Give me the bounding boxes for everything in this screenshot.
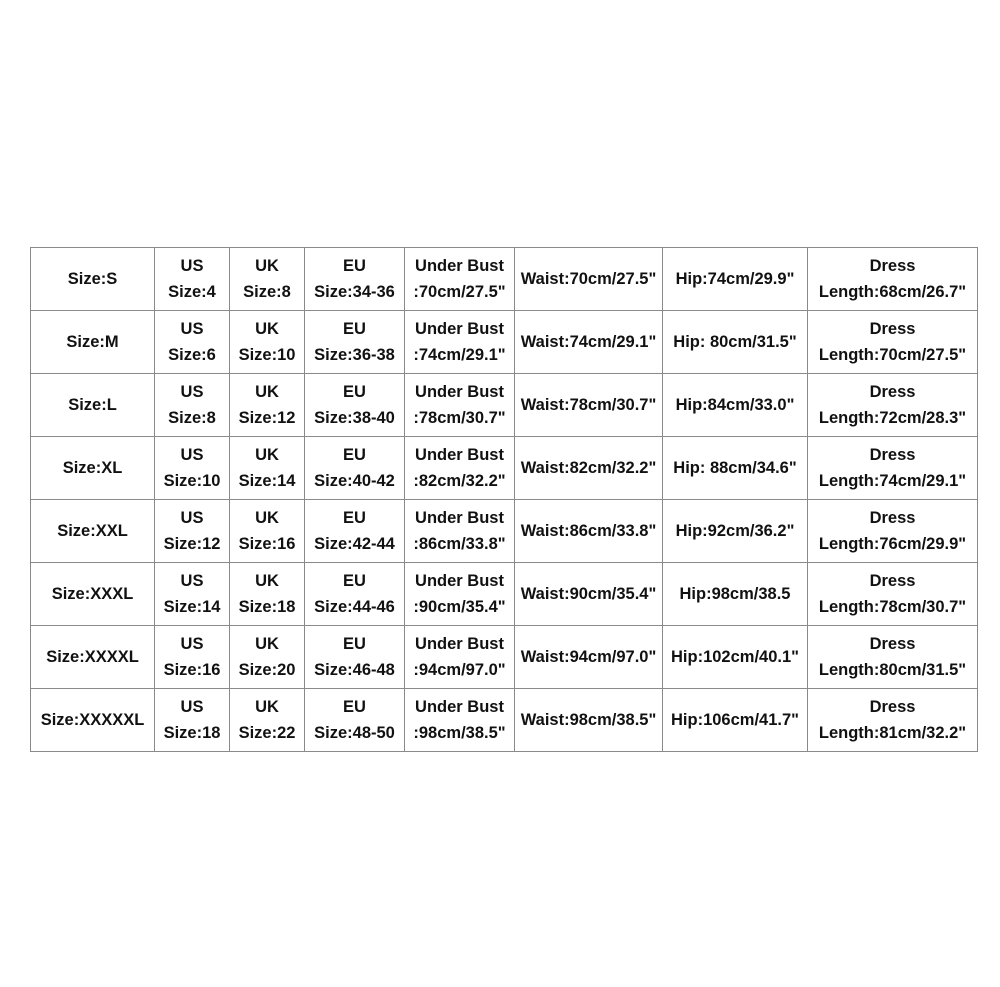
under-bust-cell	[405, 626, 515, 689]
dress-length-cell-line-1: Dress	[869, 572, 916, 590]
dress-length-cell	[808, 500, 978, 563]
size-cell: Size:XXXXXL	[31, 689, 155, 752]
hip-cell: Hip:84cm/33.0"	[663, 374, 808, 437]
uk-size-cell	[230, 248, 305, 311]
size-cell: Size:XXL	[31, 500, 155, 563]
table-row	[31, 374, 978, 437]
under-bust-cell-line-2: :90cm/35.4"	[413, 598, 506, 616]
waist-cell: Waist:82cm/32.2"	[515, 437, 663, 500]
uk-size-cell	[230, 626, 305, 689]
under-bust-cell	[405, 500, 515, 563]
hip-cell: Hip: 88cm/34.6"	[663, 437, 808, 500]
eu-size-cell-line-2: Size:48-50	[314, 724, 395, 742]
eu-size-cell-line-2: Size:34-36	[314, 283, 395, 301]
eu-size-cell-line-1: EU	[343, 698, 366, 716]
waist-cell: Waist:78cm/30.7"	[515, 374, 663, 437]
us-size-cell	[155, 437, 230, 500]
eu-size-cell	[305, 689, 405, 752]
eu-size-cell-line-1: EU	[343, 320, 366, 338]
hip-cell: Hip:102cm/40.1"	[663, 626, 808, 689]
us-size-cell	[155, 248, 230, 311]
size-cell: Size:S	[31, 248, 155, 311]
under-bust-cell-line-1: Under Bust	[415, 320, 504, 338]
size-cell: Size:M	[31, 311, 155, 374]
eu-size-cell	[305, 500, 405, 563]
dress-length-cell-line-2: Length:81cm/32.2"	[818, 724, 967, 742]
eu-size-cell-line-1: EU	[343, 383, 366, 401]
us-size-cell-line-2: Size:6	[168, 346, 216, 364]
uk-size-cell-line-1: UK	[255, 572, 279, 590]
eu-size-cell-line-1: EU	[343, 572, 366, 590]
table-row	[31, 311, 978, 374]
us-size-cell	[155, 689, 230, 752]
under-bust-cell	[405, 689, 515, 752]
size-chart-table	[30, 247, 978, 752]
eu-size-cell-line-2: Size:36-38	[314, 346, 395, 364]
size-cell: Size:L	[31, 374, 155, 437]
uk-size-cell-line-1: UK	[255, 257, 279, 275]
under-bust-cell-line-2: :86cm/33.8"	[413, 535, 506, 553]
eu-size-cell-line-1: EU	[343, 635, 366, 653]
under-bust-cell-line-2: :70cm/27.5"	[413, 283, 506, 301]
hip-cell: Hip:92cm/36.2"	[663, 500, 808, 563]
hip-cell: Hip:106cm/41.7"	[663, 689, 808, 752]
dress-length-cell-line-2: Length:74cm/29.1"	[818, 472, 967, 490]
dress-length-cell	[808, 689, 978, 752]
us-size-cell	[155, 374, 230, 437]
waist-cell: Waist:98cm/38.5"	[515, 689, 663, 752]
under-bust-cell-line-1: Under Bust	[415, 572, 504, 590]
table-row	[31, 563, 978, 626]
uk-size-cell	[230, 437, 305, 500]
dress-length-cell	[808, 248, 978, 311]
uk-size-cell-line-2: Size:22	[238, 724, 296, 742]
us-size-cell-line-2: Size:4	[168, 283, 216, 301]
under-bust-cell-line-1: Under Bust	[415, 446, 504, 464]
waist-cell: Waist:94cm/97.0"	[515, 626, 663, 689]
dress-length-cell-line-1: Dress	[869, 698, 916, 716]
table-row	[31, 437, 978, 500]
us-size-cell-line-2: Size:10	[163, 472, 221, 490]
under-bust-cell	[405, 374, 515, 437]
eu-size-cell-line-2: Size:44-46	[314, 598, 395, 616]
under-bust-cell-line-2: :74cm/29.1"	[413, 346, 506, 364]
us-size-cell-line-1: US	[180, 635, 204, 653]
us-size-cell-line-1: US	[180, 572, 204, 590]
uk-size-cell	[230, 374, 305, 437]
dress-length-cell	[808, 437, 978, 500]
uk-size-cell-line-1: UK	[255, 320, 279, 338]
dress-length-cell-line-2: Length:70cm/27.5"	[818, 346, 967, 364]
table-row	[31, 689, 978, 752]
dress-length-cell-line-2: Length:72cm/28.3"	[818, 409, 967, 427]
us-size-cell	[155, 563, 230, 626]
dress-length-cell-line-1: Dress	[869, 509, 916, 527]
eu-size-cell	[305, 374, 405, 437]
dress-length-cell-line-2: Length:80cm/31.5"	[818, 661, 967, 679]
under-bust-cell-line-2: :78cm/30.7"	[413, 409, 506, 427]
waist-cell: Waist:86cm/33.8"	[515, 500, 663, 563]
hip-cell: Hip:98cm/38.5	[663, 563, 808, 626]
under-bust-cell-line-1: Under Bust	[415, 698, 504, 716]
dress-length-cell-line-2: Length:78cm/30.7"	[818, 598, 967, 616]
uk-size-cell-line-1: UK	[255, 446, 279, 464]
eu-size-cell-line-1: EU	[343, 509, 366, 527]
us-size-cell-line-2: Size:16	[163, 661, 221, 679]
us-size-cell	[155, 311, 230, 374]
under-bust-cell	[405, 437, 515, 500]
dress-length-cell	[808, 311, 978, 374]
uk-size-cell-line-2: Size:20	[238, 661, 296, 679]
us-size-cell-line-2: Size:18	[163, 724, 221, 742]
uk-size-cell	[230, 311, 305, 374]
us-size-cell-line-1: US	[180, 509, 204, 527]
dress-length-cell-line-1: Dress	[869, 383, 916, 401]
us-size-cell	[155, 626, 230, 689]
hip-cell: Hip:74cm/29.9"	[663, 248, 808, 311]
uk-size-cell-line-2: Size:18	[238, 598, 296, 616]
dress-length-cell-line-1: Dress	[869, 320, 916, 338]
dress-length-cell-line-1: Dress	[869, 257, 916, 275]
under-bust-cell-line-2: :94cm/97.0"	[413, 661, 506, 679]
eu-size-cell-line-2: Size:38-40	[314, 409, 395, 427]
uk-size-cell-line-1: UK	[255, 635, 279, 653]
us-size-cell-line-1: US	[180, 383, 204, 401]
eu-size-cell-line-2: Size:46-48	[314, 661, 395, 679]
dress-length-cell-line-2: Length:68cm/26.7"	[818, 283, 967, 301]
under-bust-cell-line-1: Under Bust	[415, 383, 504, 401]
us-size-cell-line-2: Size:14	[163, 598, 221, 616]
dress-length-cell	[808, 626, 978, 689]
us-size-cell-line-1: US	[180, 257, 204, 275]
under-bust-cell-line-1: Under Bust	[415, 257, 504, 275]
uk-size-cell-line-2: Size:8	[243, 283, 291, 301]
waist-cell: Waist:90cm/35.4"	[515, 563, 663, 626]
dress-length-cell	[808, 563, 978, 626]
eu-size-cell	[305, 437, 405, 500]
uk-size-cell	[230, 563, 305, 626]
eu-size-cell-line-2: Size:42-44	[314, 535, 395, 553]
us-size-cell-line-2: Size:12	[163, 535, 221, 553]
size-cell: Size:XL	[31, 437, 155, 500]
eu-size-cell-line-1: EU	[343, 446, 366, 464]
uk-size-cell-line-1: UK	[255, 698, 279, 716]
eu-size-cell-line-1: EU	[343, 257, 366, 275]
hip-cell: Hip: 80cm/31.5"	[663, 311, 808, 374]
under-bust-cell	[405, 248, 515, 311]
dress-length-cell	[808, 374, 978, 437]
uk-size-cell-line-2: Size:10	[238, 346, 296, 364]
eu-size-cell	[305, 311, 405, 374]
uk-size-cell-line-2: Size:12	[238, 409, 296, 427]
us-size-cell-line-2: Size:8	[168, 409, 216, 427]
table-row	[31, 248, 978, 311]
eu-size-cell-line-2: Size:40-42	[314, 472, 395, 490]
uk-size-cell-line-1: UK	[255, 509, 279, 527]
dress-length-cell-line-1: Dress	[869, 446, 916, 464]
table-row	[31, 500, 978, 563]
under-bust-cell-line-1: Under Bust	[415, 635, 504, 653]
under-bust-cell-line-1: Under Bust	[415, 509, 504, 527]
us-size-cell-line-1: US	[180, 698, 204, 716]
eu-size-cell	[305, 626, 405, 689]
dress-length-cell-line-2: Length:76cm/29.9"	[818, 535, 967, 553]
table-row	[31, 626, 978, 689]
under-bust-cell	[405, 311, 515, 374]
uk-size-cell-line-2: Size:14	[238, 472, 296, 490]
us-size-cell-line-1: US	[180, 446, 204, 464]
uk-size-cell-line-2: Size:16	[238, 535, 296, 553]
under-bust-cell-line-2: :82cm/32.2"	[413, 472, 506, 490]
waist-cell: Waist:74cm/29.1"	[515, 311, 663, 374]
us-size-cell	[155, 500, 230, 563]
us-size-cell-line-1: US	[180, 320, 204, 338]
uk-size-cell	[230, 689, 305, 752]
dress-length-cell-line-1: Dress	[869, 635, 916, 653]
eu-size-cell	[305, 248, 405, 311]
uk-size-cell	[230, 500, 305, 563]
under-bust-cell-line-2: :98cm/38.5"	[413, 724, 506, 742]
size-chart-body	[31, 248, 978, 752]
size-cell: Size:XXXL	[31, 563, 155, 626]
uk-size-cell-line-1: UK	[255, 383, 279, 401]
size-cell: Size:XXXXL	[31, 626, 155, 689]
waist-cell: Waist:70cm/27.5"	[515, 248, 663, 311]
under-bust-cell	[405, 563, 515, 626]
eu-size-cell	[305, 563, 405, 626]
